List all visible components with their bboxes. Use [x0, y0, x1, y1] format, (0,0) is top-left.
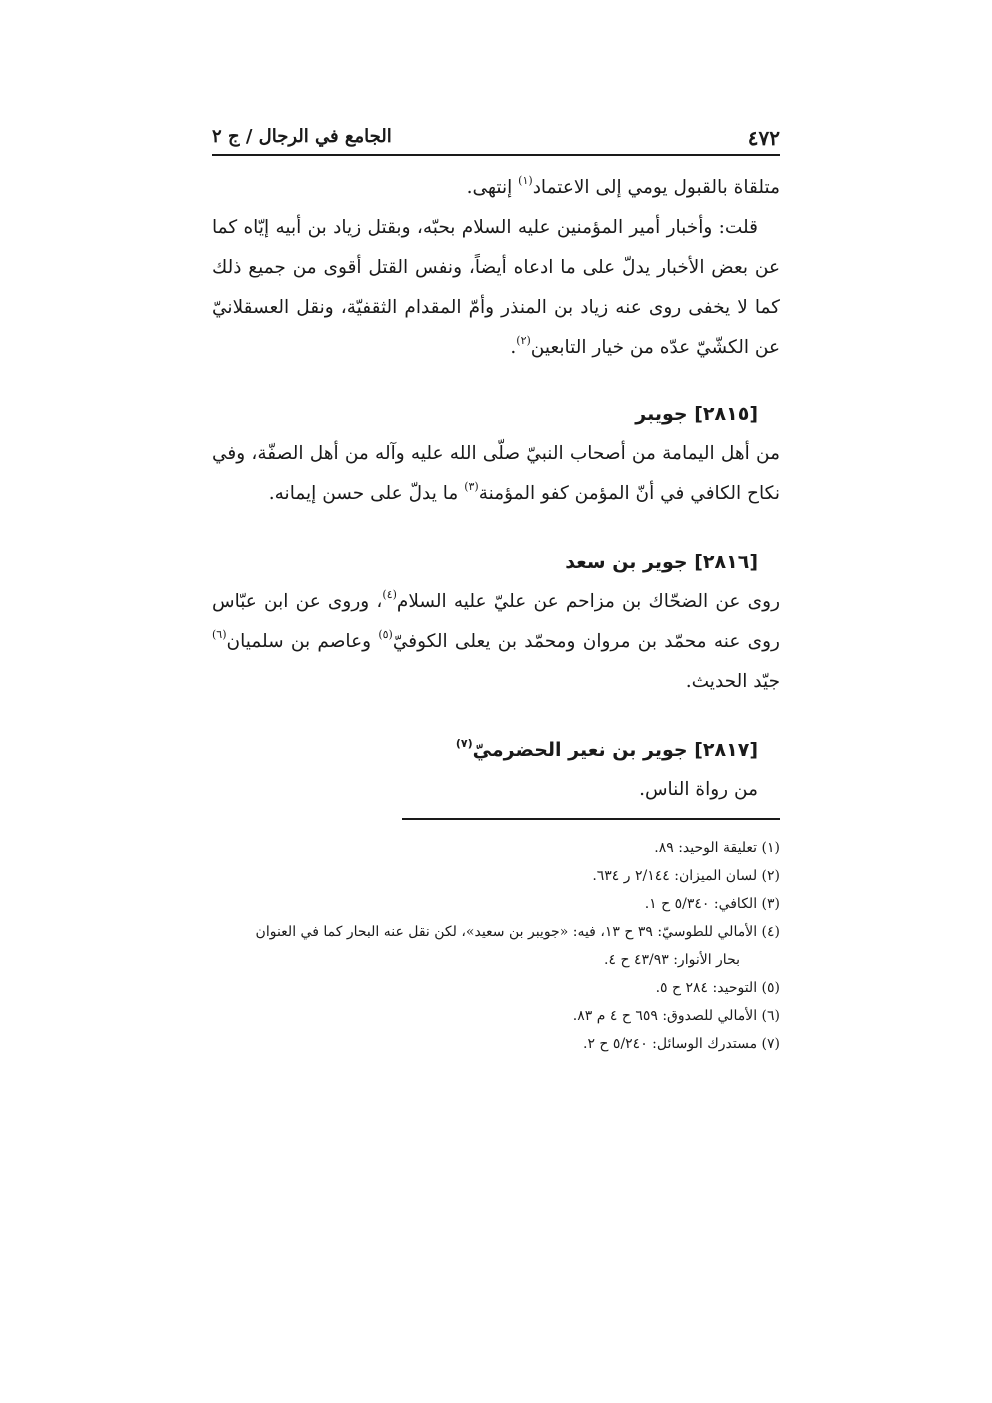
footnote-ref-7: (٧)	[455, 736, 473, 750]
paragraph-2-end: .	[510, 337, 517, 358]
page-header	[212, 120, 780, 156]
entry-text-2816	[212, 582, 780, 702]
footnote-ref-3: (٣)	[464, 479, 479, 493]
footnote-5: (٥) التوحيد: ٢٨٤ ح ٥.	[655, 980, 780, 996]
footnote-1: (١) تعليقة الوحيد: ٨٩.	[654, 840, 780, 856]
footnote-3: (٣) الكافي: ٥/٣٤٠ ح ١.	[644, 896, 780, 912]
entry-text-2817: من رواة الناس.	[639, 779, 758, 800]
footnote-2: (٢) لسان الميزان: ٢/١٤٤ ر ٦٣٤.	[592, 868, 780, 884]
entry-text-2815	[212, 434, 780, 514]
main-text	[212, 168, 780, 810]
footnote-ref-5: (٥)	[378, 627, 393, 641]
paragraph-2-text: قلت: وأخبار أمير المؤمنين عليه السلام بحبّه، وبقتل زياد بن أبيه إيّاه كما عن بعض الأخبار يدلّ على ما ادعاه أيضاً، ونفس القتل أقوى من جميع ذلك كما لا يخفى روى عنه زياد بن المنذر وأمّ المقدام الثقفيّة، ونقل العسقلانيّ عن الكشّيّ عدّه من خيار التابعين	[212, 217, 780, 358]
footnotes	[212, 834, 780, 1058]
entry-2816-text-c: وعاصم بن سلميان	[226, 631, 379, 652]
footnote-4-continuation: بحار الأنوار: ٤٣/٩٣ ح ٤.	[604, 952, 740, 968]
entry-2817-title-text: [٢٨١٧] جوير بن نعير الحضرميّ	[472, 739, 758, 761]
page-number: ٤٧٢	[747, 126, 780, 150]
entry-2816-end: جيّد الحديث.	[685, 671, 780, 692]
footnote-ref-1: (١)	[518, 173, 533, 187]
footnote-4: (٤) الأمالي للطوسيّ: ٣٩ ح ١٣، فيه: «جويبر بن سعيد»، لكن نقل عنه البحار كما في العنوان	[255, 924, 780, 940]
paragraph-1-end: إنتهى.	[466, 177, 519, 198]
entry-2815-text: من أهل اليمامة من أصحاب النبيّ صلّى الله عليه وآله من أهل الصفّة، وفي نكاح الكافي في أنّ المؤمن كفو المؤمنة	[212, 443, 780, 504]
entry-title-2815: [٢٨١٥] جويبر	[635, 403, 758, 425]
entry-2815-end: ما يدلّ على حسن إيمانه.	[268, 483, 465, 504]
entry-title-2816: [٢٨١٦] جوير بن سعد	[565, 551, 758, 573]
footnote-ref-2: (٢)	[516, 333, 531, 347]
entry-2816-text-a: روى عن الضحّاك بن مزاحم عن عليّ عليه السلام	[396, 591, 780, 612]
footnote-divider	[402, 818, 780, 820]
footnote-ref-6: (٦)	[212, 627, 227, 641]
running-title: الجامع في الرجال / ج ٢	[212, 126, 392, 147]
footnote-6: (٦) الأمالي للصدوق: ٦٥٩ ح ٤ م ٨٣.	[572, 1008, 780, 1024]
paragraph-1	[212, 168, 780, 208]
book-page	[212, 0, 780, 1403]
paragraph-1-text: متلقاة بالقبول يومي إلى الاعتماد	[532, 177, 780, 198]
entry-title-2817	[212, 730, 780, 770]
footnote-ref-4: (٤)	[382, 587, 397, 601]
entry-2816-text-b: ، وروى عن ابن عبّاس روى عنه محمّد بن مروان ومحمّد بن يعلى الكوفيّ	[212, 591, 780, 652]
footnote-7: (٧) مستدرك الوسائل: ٥/٢٤٠ ح ٢.	[583, 1036, 780, 1052]
paragraph-2	[212, 208, 780, 368]
